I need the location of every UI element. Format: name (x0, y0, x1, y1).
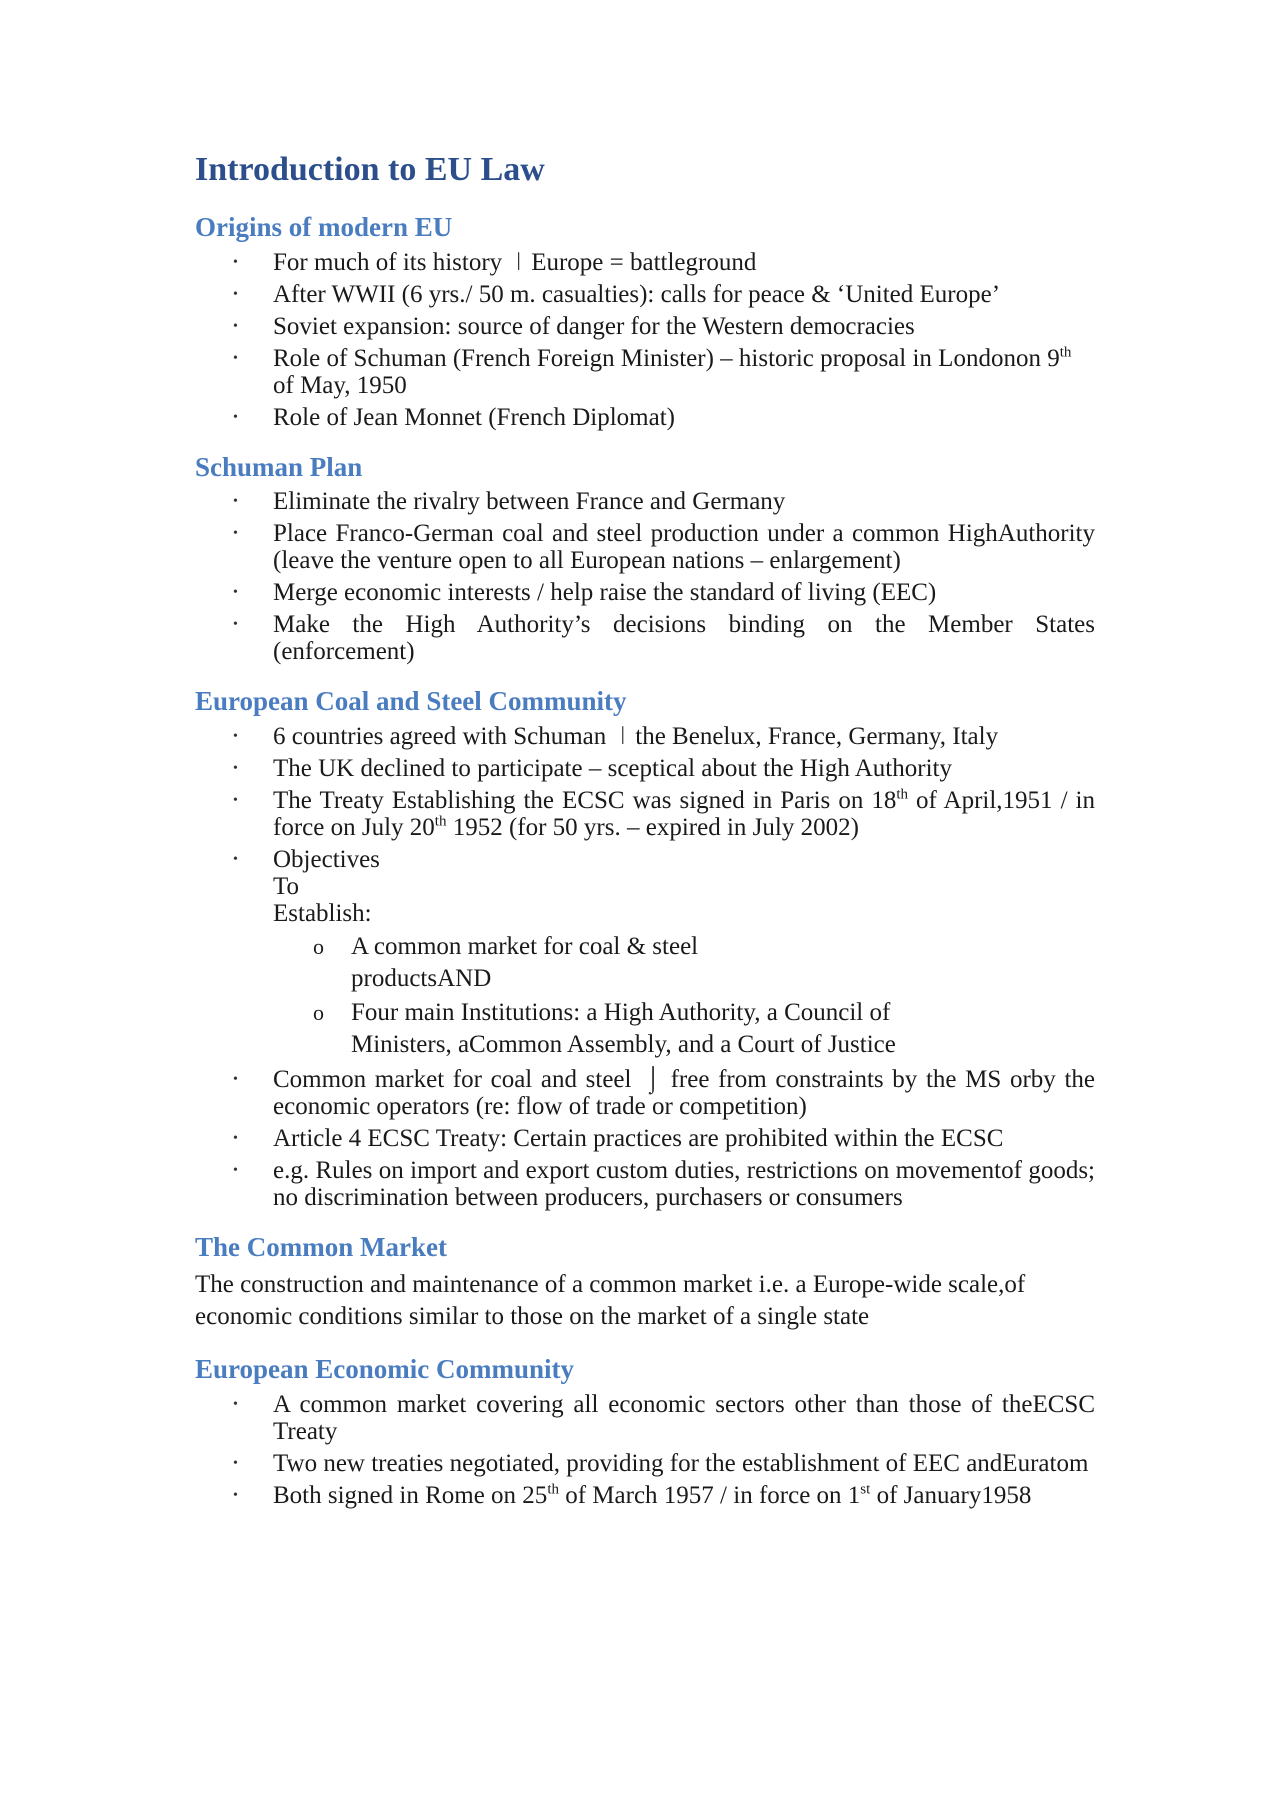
item-text: Make the High Authority’s decisions binding on the Member States (enforcement) (273, 611, 1095, 666)
list-item (233, 1482, 1095, 1509)
sub-list-item (313, 997, 1095, 1061)
section-heading: Schuman Plan (195, 451, 363, 482)
item-text: 6 countries agreed with Schuman (273, 723, 607, 751)
item-text: Eliminate the rivalry between France and Germany (273, 488, 786, 516)
list-item (233, 611, 1095, 665)
item-text: Establish: (273, 900, 372, 928)
bullet-icon: • (233, 254, 238, 270)
arrow-icon: ⌡ (645, 1066, 661, 1094)
section-schuman-plan (195, 451, 1095, 666)
item-text: Four main Institutions: a High Authority, a Council of (351, 999, 891, 1027)
list-item (233, 404, 1095, 431)
item-text: A common market for coal & steel (351, 933, 699, 961)
item-text: productsAND (351, 965, 492, 993)
list-item (233, 488, 1095, 515)
list-item (233, 345, 1095, 399)
superscript: th (547, 1481, 559, 1498)
section-heading: European Economic Community (195, 1353, 575, 1384)
item-text: the Benelux, France, Germany, Italy (635, 723, 999, 751)
section-heading: European Coal and Steel Community (195, 686, 627, 717)
superscript: th (434, 813, 447, 830)
bullet-icon: • (233, 318, 238, 334)
bullet-icon: • (233, 350, 238, 366)
bullet-icon: • (233, 494, 238, 510)
bullet-icon: • (233, 409, 238, 425)
list-item (233, 1157, 1095, 1211)
bullet-icon: • (233, 1455, 238, 1471)
bullet-icon: • (233, 852, 238, 868)
item-text: After WWII (6 yrs./ 50 m. casualties): calls for peace & ‘United Europe’ (273, 280, 1001, 308)
item-text: Objectives (273, 846, 380, 874)
list-item (233, 313, 1095, 340)
section-heading: The Common Market (195, 1232, 447, 1263)
bullet-icon: • (233, 1487, 238, 1503)
document-content (195, 150, 1095, 1529)
superscript: th (896, 786, 909, 803)
list-item (233, 579, 1095, 606)
list-item (233, 249, 1095, 276)
sub-list (273, 931, 1095, 1061)
item-text: Role of Schuman (French Foreign Minister) – historic proposal in Londonon 9 (273, 344, 1060, 372)
circle-bullet-icon: o (313, 1000, 324, 1026)
bullet-list (195, 1391, 1095, 1509)
superscript: st (860, 1481, 871, 1498)
bullet-icon: • (233, 1072, 238, 1088)
bullet-list (195, 488, 1095, 665)
item-text: Two new treaties negotiated, providing for the establishment of EEC andEuratom (273, 1449, 1089, 1477)
item-text: of January1958 (870, 1481, 1032, 1509)
bullet-list (195, 249, 1095, 431)
bullet-icon: • (233, 793, 238, 809)
bullet-icon: • (233, 1396, 238, 1412)
item-text: Merge economic interests / help raise the standard of living (EEC) (273, 579, 937, 607)
list-item-objectives (233, 846, 1095, 1061)
list-item (233, 281, 1095, 308)
bullet-icon: • (233, 617, 238, 633)
item-text: Soviet expansion: source of danger for the Western democracies (273, 312, 915, 340)
bullet-icon: • (233, 761, 238, 777)
section-origins (195, 211, 1095, 431)
item-text: A common market covering all economic sectors other than those of theECSC Treaty (273, 1390, 1095, 1445)
bullet-list (195, 723, 1095, 1211)
section-ecsc (195, 685, 1095, 1211)
superscript: th (1059, 344, 1072, 361)
list-item (233, 755, 1095, 782)
item-text: free from constraints by the MS orby the economic operators (re: flow of trade or competition) (273, 1066, 1095, 1121)
item-text: e.g. Rules on import and export custom duties, restrictions on movementof goods; no discrimination between producers, purchasers or consumers (273, 1157, 1095, 1212)
bullet-icon: • (233, 729, 238, 745)
section-common-market (195, 1231, 1095, 1333)
section-heading: Origins of modern EU (195, 211, 453, 242)
item-text: of April,1951 / in force on July 20 (273, 787, 1095, 842)
item-text: To (273, 873, 300, 901)
list-item (233, 520, 1095, 574)
list-item (233, 1066, 1095, 1120)
list-item (233, 787, 1095, 841)
arrow-icon: ǀ (620, 723, 626, 751)
item-text: Role of Jean Monnet (French Diplomat) (273, 403, 675, 431)
item-text: Common market for coal and steel (273, 1066, 632, 1094)
item-text: Ministers, aCommon Assembly, and a Court of Justice (351, 1031, 896, 1059)
bullet-icon: • (233, 585, 238, 601)
bullet-icon: • (233, 526, 238, 542)
bullet-icon: • (233, 286, 238, 302)
item-text: of May, 1950 (273, 371, 407, 399)
item-text: 1952 (for 50 yrs. – expired in July 2002) (446, 814, 859, 842)
item-text: of March 1957 / in force on 1 (558, 1481, 861, 1509)
item-text: The UK declined to participate – sceptical about the High Authority (273, 755, 952, 783)
arrow-icon: ǀ (516, 248, 522, 276)
section-eec (195, 1353, 1095, 1509)
list-item (233, 723, 1095, 750)
bullet-icon: • (233, 1163, 238, 1179)
list-item (233, 1391, 1095, 1445)
item-text: Article 4 ECSC Treaty: Certain practices are prohibited within the ECSC (273, 1125, 1004, 1153)
circle-bullet-icon: o (313, 934, 324, 960)
list-item (233, 1450, 1095, 1477)
item-text: Both signed in Rome on 25 (273, 1481, 548, 1509)
item-text: The Treaty Establishing the ECSC was signed in Paris on 18 (273, 787, 897, 815)
bullet-icon: • (233, 1131, 238, 1147)
item-text: Europe = battleground (531, 248, 757, 276)
paragraph: The construction and maintenance of a common market i.e. a Europe-wide scale,of economic conditions similar to those on the market of a single state (195, 1270, 1026, 1330)
item-text: For much of its history (273, 248, 503, 276)
sub-list-item (313, 931, 1095, 995)
list-item (233, 1125, 1095, 1152)
page-title: Introduction to EU Law (195, 151, 545, 188)
item-text: Place Franco-German coal and steel production under a common HighAuthority (leave the venture open to all European nations – enlargement) (273, 520, 1095, 575)
